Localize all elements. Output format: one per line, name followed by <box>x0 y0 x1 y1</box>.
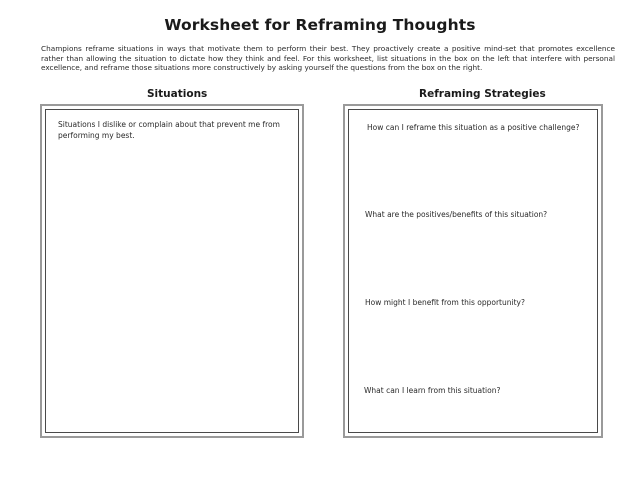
question-positive-challenge: How can I reframe this situation as a positive challenge? <box>367 123 580 132</box>
question-learn: What can I learn from this situation? <box>364 386 501 395</box>
situations-prompt: Situations I dislike or complain about that prevent me from performing my best. <box>58 120 280 140</box>
situations-box <box>40 104 304 438</box>
question-benefit-opportunity: How might I benefit from this opportunity? <box>365 298 525 307</box>
question-positives-benefits: What are the positives/benefits of this situation? <box>365 210 548 219</box>
intro-paragraph: Champions reframe situations in ways that motivate them to perform their best. They proactively create a positive mind-set that promotes excellence rather than allowing the situation to dictate how they think and feel. For this worksheet, list situations in the box on the left that interfere with personal excellence, and reframe those situations more constructively by asking yourself the questions from the box on the right. <box>41 44 615 73</box>
worksheet-title: Worksheet for Reframing Thoughts <box>164 16 476 34</box>
situations-heading: Situations <box>147 88 208 100</box>
reframing-strategies-heading: Reframing Strategies <box>419 88 546 100</box>
situations-box-inner-border <box>45 109 299 433</box>
reframing-box-inner-border <box>348 109 598 433</box>
